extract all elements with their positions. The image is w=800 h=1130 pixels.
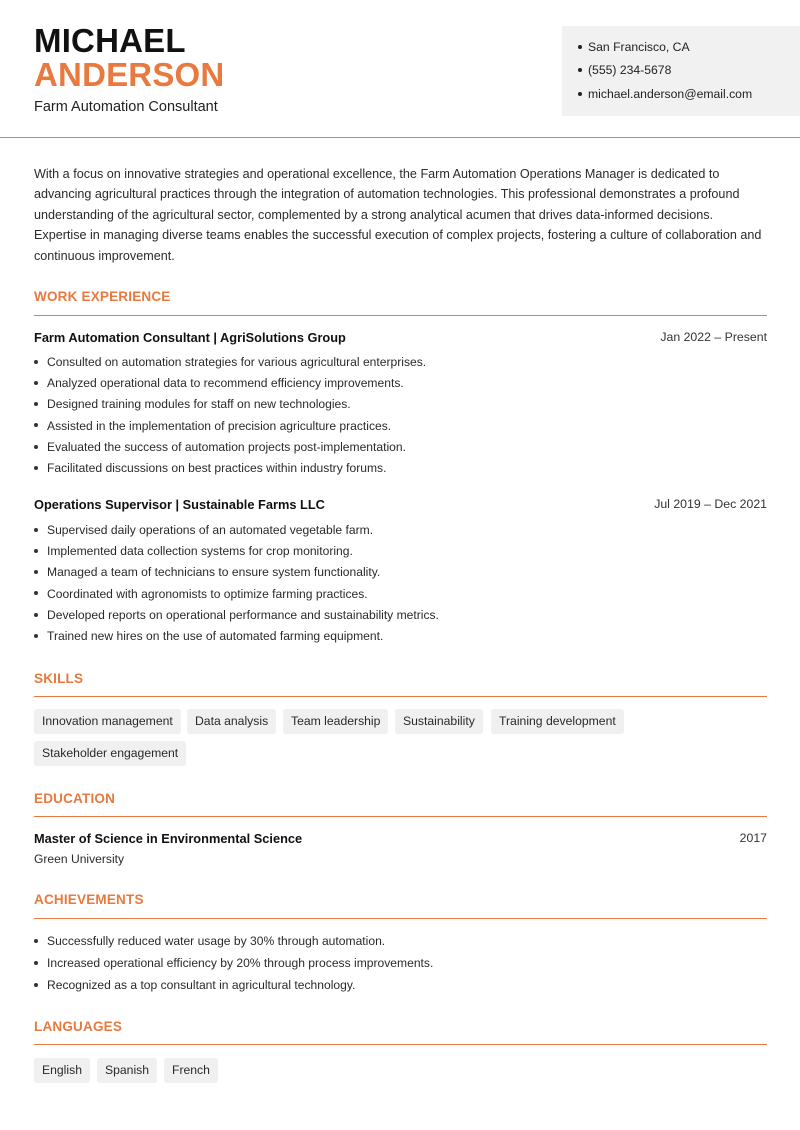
contact-phone	[578, 63, 671, 77]
bullet-icon	[34, 570, 38, 574]
job-dates: Jan 2022 – Present	[660, 330, 767, 344]
bullet-icon	[34, 613, 38, 617]
section-divider	[34, 315, 767, 316]
education-school: Green University	[34, 852, 125, 866]
achievement-bullets	[34, 930, 433, 996]
list-item: Successfully reduced water usage by 30% through automation.	[34, 930, 433, 952]
bullet-icon	[34, 983, 38, 987]
section-title-work: WORK EXPERIENCE	[34, 289, 171, 304]
bullet-icon	[34, 423, 38, 427]
section-title-languages: LANGUAGES	[34, 1019, 123, 1034]
job-bullets	[34, 352, 426, 479]
skill-chip: Stakeholder engagement	[34, 741, 186, 766]
skill-chip: Innovation management	[34, 709, 181, 734]
list-item: Coordinated with agronomists to optimize farming practices.	[34, 584, 439, 605]
bullet-icon	[578, 45, 582, 49]
job-title-headline: Farm Automation Consultant	[34, 99, 218, 115]
education-year: 2017	[739, 831, 767, 845]
bullet-icon	[578, 68, 582, 72]
professional-summary: With a focus on innovative strategies and operational excellence, the Farm Automation Operations Manager is dedicated to advancing agricultural practices through the integration of automation technologies. This professional demonstrates a profound understanding of the agricultural sector, complemented by a strong analytical acumen that drives data-informed decisions. Expertise in managing diverse teams enables the successful execution of complex projects, fostering a culture of collaboration and continuous improvement.	[34, 167, 762, 263]
list-item: Implemented data collection systems for crop monitoring.	[34, 541, 439, 562]
job-dates: Jul 2019 – Dec 2021	[654, 497, 767, 511]
language-chip: French	[164, 1058, 218, 1083]
contact-email[interactable]	[578, 87, 752, 101]
list-item: Recognized as a top consultant in agricultural technology.	[34, 974, 433, 996]
list-item: Consulted on automation strategies for various agricultural enterprises.	[34, 352, 426, 373]
skill-chip: Sustainability	[395, 709, 483, 734]
bullet-icon	[34, 634, 38, 638]
list-item: Managed a team of technicians to ensure system functionality.	[34, 562, 439, 583]
skill-chip: Training development	[491, 709, 624, 734]
section-title-education: EDUCATION	[34, 791, 116, 806]
contact-location-text: San Francisco, CA	[588, 40, 690, 54]
bullet-icon	[34, 402, 38, 406]
contact-box	[562, 26, 800, 116]
section-divider	[34, 696, 767, 697]
section-divider	[34, 816, 767, 817]
bullet-icon	[34, 939, 38, 943]
list-item: Supervised daily operations of an automated vegetable farm.	[34, 520, 439, 541]
language-chip: English	[34, 1058, 90, 1083]
bullet-icon	[34, 381, 38, 385]
skill-chip: Data analysis	[187, 709, 276, 734]
section-divider	[34, 1044, 767, 1045]
list-item: Assisted in the implementation of precision agriculture practices.	[34, 416, 426, 437]
bullet-icon	[34, 528, 38, 532]
contact-email-text[interactable]: michael.anderson@email.com	[588, 87, 753, 101]
list-item: Trained new hires on the use of automated farming equipment.	[34, 626, 439, 647]
resume-header	[0, 0, 800, 138]
job-bullets	[34, 520, 439, 647]
bullet-icon	[34, 591, 38, 595]
list-item: Designed training modules for staff on new technologies.	[34, 394, 426, 415]
bullet-icon	[34, 445, 38, 449]
education-degree: Master of Science in Environmental Science	[34, 831, 303, 846]
bullet-icon	[34, 961, 38, 965]
section-title-skills: SKILLS	[34, 671, 84, 686]
job-title: Farm Automation Consultant | AgriSolutions Group	[34, 330, 346, 345]
last-name: ANDERSON	[34, 56, 225, 93]
list-item: Facilitated discussions on best practices within industry forums.	[34, 458, 426, 479]
job-title: Operations Supervisor | Sustainable Farms LLC	[34, 497, 325, 512]
contact-location	[578, 40, 690, 54]
list-item: Evaluated the success of automation projects post-implementation.	[34, 437, 426, 458]
language-chip: Spanish	[97, 1058, 157, 1083]
bullet-icon	[34, 549, 38, 553]
bullet-icon	[34, 466, 38, 470]
bullet-icon	[578, 92, 582, 96]
list-item: Analyzed operational data to recommend efficiency improvements.	[34, 373, 426, 394]
skill-chip: Team leadership	[283, 709, 388, 734]
list-item: Increased operational efficiency by 20% through process improvements.	[34, 952, 433, 974]
bullet-icon	[34, 360, 38, 364]
contact-phone-text: (555) 234-5678	[588, 63, 672, 77]
first-name: MICHAEL	[34, 22, 186, 59]
section-title-achievements: ACHIEVEMENTS	[34, 892, 144, 907]
list-item: Developed reports on operational performance and sustainability metrics.	[34, 605, 439, 626]
section-divider	[34, 918, 767, 919]
